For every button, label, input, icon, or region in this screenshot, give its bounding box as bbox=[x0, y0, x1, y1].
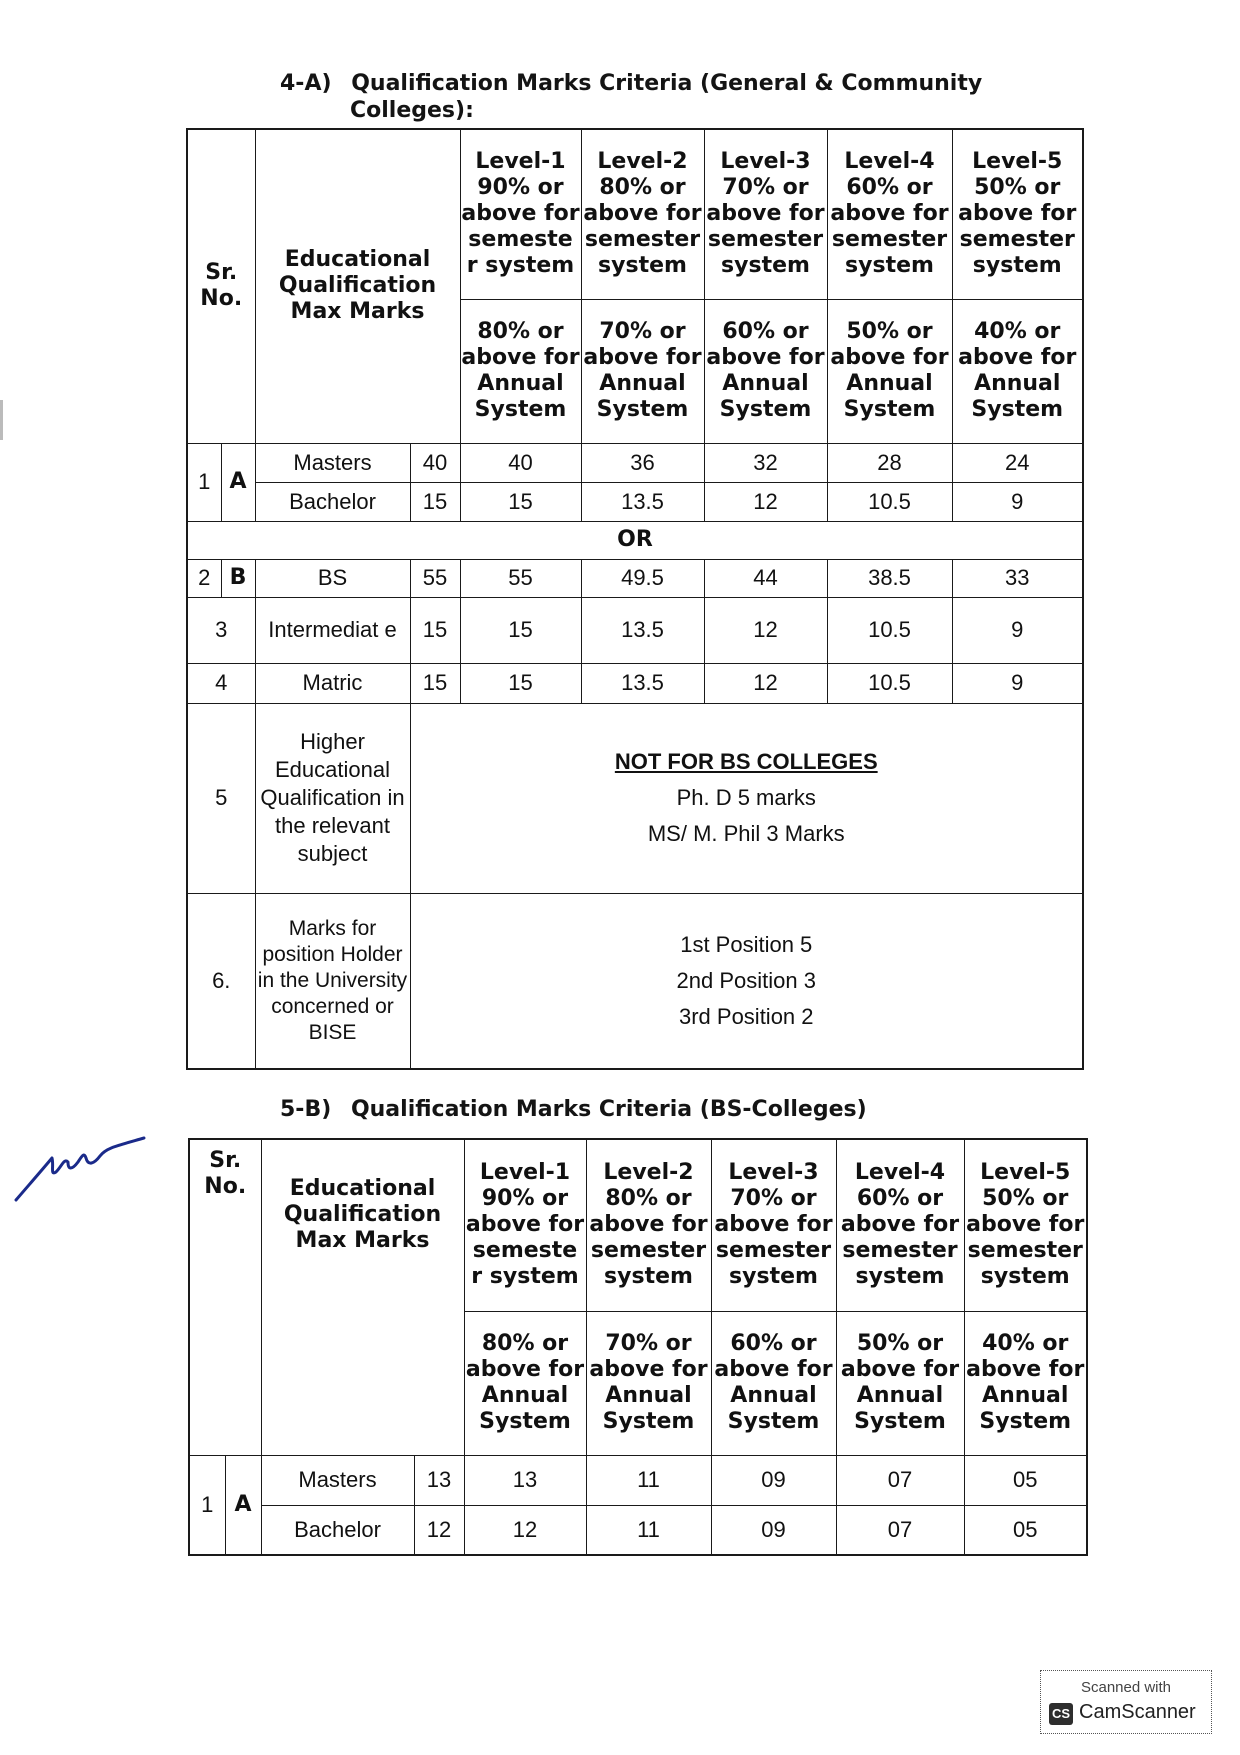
level-2-value: 13.5 bbox=[581, 663, 704, 703]
handwritten-signature bbox=[8, 1128, 148, 1208]
table-a bbox=[186, 128, 1084, 1070]
table-row bbox=[187, 703, 1083, 893]
sr-number: 1 bbox=[189, 1455, 225, 1555]
level-5-value: 33 bbox=[952, 559, 1083, 597]
section-b-title bbox=[280, 1096, 867, 1123]
level-5-semester-header: Level-5 50% or above for semester system bbox=[964, 1139, 1087, 1311]
level-2-annual-header: 70% or above for Annual System bbox=[586, 1311, 711, 1455]
level-4-semester-header: Level-4 60% or above for semester system bbox=[827, 129, 952, 299]
level-4-semester-header: Level-4 60% or above for semester system bbox=[836, 1139, 964, 1311]
level-1-semester-header: Level-1 90% or above for semeste r system bbox=[460, 129, 581, 299]
level-1-value: 15 bbox=[460, 663, 581, 703]
position-holder-marks bbox=[410, 893, 1083, 1069]
level-3-value: 12 bbox=[704, 663, 827, 703]
level-5-value: 9 bbox=[952, 597, 1083, 663]
level-2-value: 13.5 bbox=[581, 482, 704, 521]
level-5-value: 9 bbox=[952, 663, 1083, 703]
level-4-value: 10.5 bbox=[827, 482, 952, 521]
section-a-title-line1: Qualification Marks Criteria (General & Community bbox=[351, 71, 983, 96]
qualification-header: Educational Qualification Max Marks bbox=[255, 129, 460, 443]
level-2-annual-header: 70% or above for Annual System bbox=[581, 299, 704, 443]
first-position-text: 1st Position 5 bbox=[680, 931, 813, 957]
level-2-semester-header: Level-2 80% or above for semester system bbox=[586, 1139, 711, 1311]
sr-sub-letter: A bbox=[225, 1455, 261, 1555]
level-4-value: 10.5 bbox=[827, 597, 952, 663]
table-row bbox=[187, 559, 1083, 597]
sr-number: 6. bbox=[187, 893, 255, 1069]
sr-number: 2 bbox=[187, 559, 221, 597]
level-5-value: 24 bbox=[952, 443, 1083, 482]
table-row bbox=[187, 443, 1083, 482]
sr-no-header: Sr. No. bbox=[189, 1139, 261, 1455]
level-4-value: 07 bbox=[836, 1455, 964, 1505]
higher-qualification-note bbox=[410, 703, 1083, 893]
level-3-semester-header: Level-3 70% or above for semester system bbox=[711, 1139, 836, 1311]
level-4-value: 07 bbox=[836, 1505, 964, 1555]
sr-number: 3 bbox=[187, 597, 255, 663]
qualification-name: Bachelor bbox=[261, 1505, 414, 1555]
table-row bbox=[189, 1505, 1087, 1555]
level-1-value: 13 bbox=[464, 1455, 586, 1505]
sr-sub-letter: A bbox=[221, 443, 255, 521]
sr-number: 4 bbox=[187, 663, 255, 703]
level-1-value: 40 bbox=[460, 443, 581, 482]
sr-number: 1 bbox=[187, 443, 221, 521]
qualification-name: BS bbox=[255, 559, 410, 597]
level-3-value: 44 bbox=[704, 559, 827, 597]
max-marks: 13 bbox=[414, 1455, 464, 1505]
section-b-title-number: 5-B) bbox=[280, 1097, 332, 1122]
camscanner-watermark bbox=[1040, 1670, 1212, 1734]
level-1-value: 15 bbox=[460, 482, 581, 521]
table-row bbox=[187, 482, 1083, 521]
qualification-name: Higher Educational Qualification in the relevant subject bbox=[255, 703, 410, 893]
level-3-value: 09 bbox=[711, 1505, 836, 1555]
qualification-name: Matric bbox=[255, 663, 410, 703]
qualification-name: Bachelor bbox=[255, 482, 410, 521]
sr-sub-letter: B bbox=[221, 559, 255, 597]
section-a-title-line2: Colleges): bbox=[350, 98, 474, 123]
level-4-value: 28 bbox=[827, 443, 952, 482]
level-3-annual-header: 60% or above for Annual System bbox=[711, 1311, 836, 1455]
level-5-value: 05 bbox=[964, 1505, 1087, 1555]
level-1-value: 15 bbox=[460, 597, 581, 663]
level-4-value: 38.5 bbox=[827, 559, 952, 597]
scanned-with-text: Scanned with bbox=[1080, 1679, 1172, 1696]
max-marks: 55 bbox=[410, 559, 460, 597]
level-2-semester-header: Level-2 80% or above for semester system bbox=[581, 129, 704, 299]
max-marks: 40 bbox=[410, 443, 460, 482]
section-b-title-text: Qualification Marks Criteria (BS-Colleges) bbox=[350, 1097, 867, 1122]
level-2-value: 49.5 bbox=[581, 559, 704, 597]
qualification-name: Intermediat e bbox=[255, 597, 410, 663]
scan-edge-mark bbox=[0, 400, 3, 440]
qualification-name: Marks for position Holder in the University concerned or BISE bbox=[255, 893, 410, 1069]
level-2-value: 11 bbox=[586, 1505, 711, 1555]
level-2-value: 11 bbox=[586, 1455, 711, 1505]
sr-number: 5 bbox=[187, 703, 255, 893]
level-1-annual-header: 80% or above for Annual System bbox=[464, 1311, 586, 1455]
table-row bbox=[189, 1455, 1087, 1505]
level-3-annual-header: 60% or above for Annual System bbox=[704, 299, 827, 443]
level-4-value: 10.5 bbox=[827, 663, 952, 703]
camscanner-logo-icon: CS bbox=[1049, 1703, 1073, 1725]
qualification-header: Educational Qualification Max Marks bbox=[261, 1139, 464, 1455]
qualification-name: Masters bbox=[255, 443, 410, 482]
phd-marks-text: Ph. D 5 marks bbox=[676, 785, 816, 810]
not-for-bs-colleges-heading: NOT FOR BS COLLEGES bbox=[614, 749, 878, 774]
level-3-value: 32 bbox=[704, 443, 827, 482]
level-3-value: 09 bbox=[711, 1455, 836, 1505]
max-marks: 15 bbox=[410, 482, 460, 521]
max-marks: 12 bbox=[414, 1505, 464, 1555]
section-a-title-number: 4-A) bbox=[280, 71, 332, 96]
section-a-title bbox=[280, 70, 982, 97]
table-b bbox=[188, 1138, 1088, 1556]
level-2-value: 13.5 bbox=[581, 597, 704, 663]
max-marks: 15 bbox=[410, 597, 460, 663]
level-1-value: 12 bbox=[464, 1505, 586, 1555]
level-1-annual-header: 80% or above for Annual System bbox=[460, 299, 581, 443]
sr-no-header: Sr. No. bbox=[187, 129, 255, 443]
level-3-value: 12 bbox=[704, 482, 827, 521]
level-4-annual-header: 50% or above for Annual System bbox=[827, 299, 952, 443]
level-5-semester-header: Level-5 50% or above for semester system bbox=[952, 129, 1083, 299]
table-row bbox=[187, 597, 1083, 663]
max-marks: 15 bbox=[410, 663, 460, 703]
level-5-annual-header: 40% or above for Annual System bbox=[964, 1311, 1087, 1455]
level-2-value: 36 bbox=[581, 443, 704, 482]
or-separator: OR bbox=[187, 521, 1083, 559]
mphil-marks-text: MS/ M. Phil 3 Marks bbox=[647, 821, 845, 846]
level-3-semester-header: Level-3 70% or above for semester system bbox=[704, 129, 827, 299]
level-1-value: 55 bbox=[460, 559, 581, 597]
level-5-value: 9 bbox=[952, 482, 1083, 521]
qualification-name: Masters bbox=[261, 1455, 414, 1505]
level-4-annual-header: 50% or above for Annual System bbox=[836, 1311, 964, 1455]
table-row bbox=[187, 663, 1083, 703]
level-1-semester-header: Level-1 90% or above for semeste r system bbox=[464, 1139, 586, 1311]
level-5-annual-header: 40% or above for Annual System bbox=[952, 299, 1083, 443]
second-position-text: 2nd Position 3 bbox=[676, 967, 816, 993]
camscanner-brand-text: CamScanner bbox=[1079, 1701, 1196, 1723]
table-row bbox=[187, 893, 1083, 1069]
level-5-value: 05 bbox=[964, 1455, 1087, 1505]
level-3-value: 12 bbox=[704, 597, 827, 663]
third-position-text: 3rd Position 2 bbox=[678, 1003, 814, 1029]
